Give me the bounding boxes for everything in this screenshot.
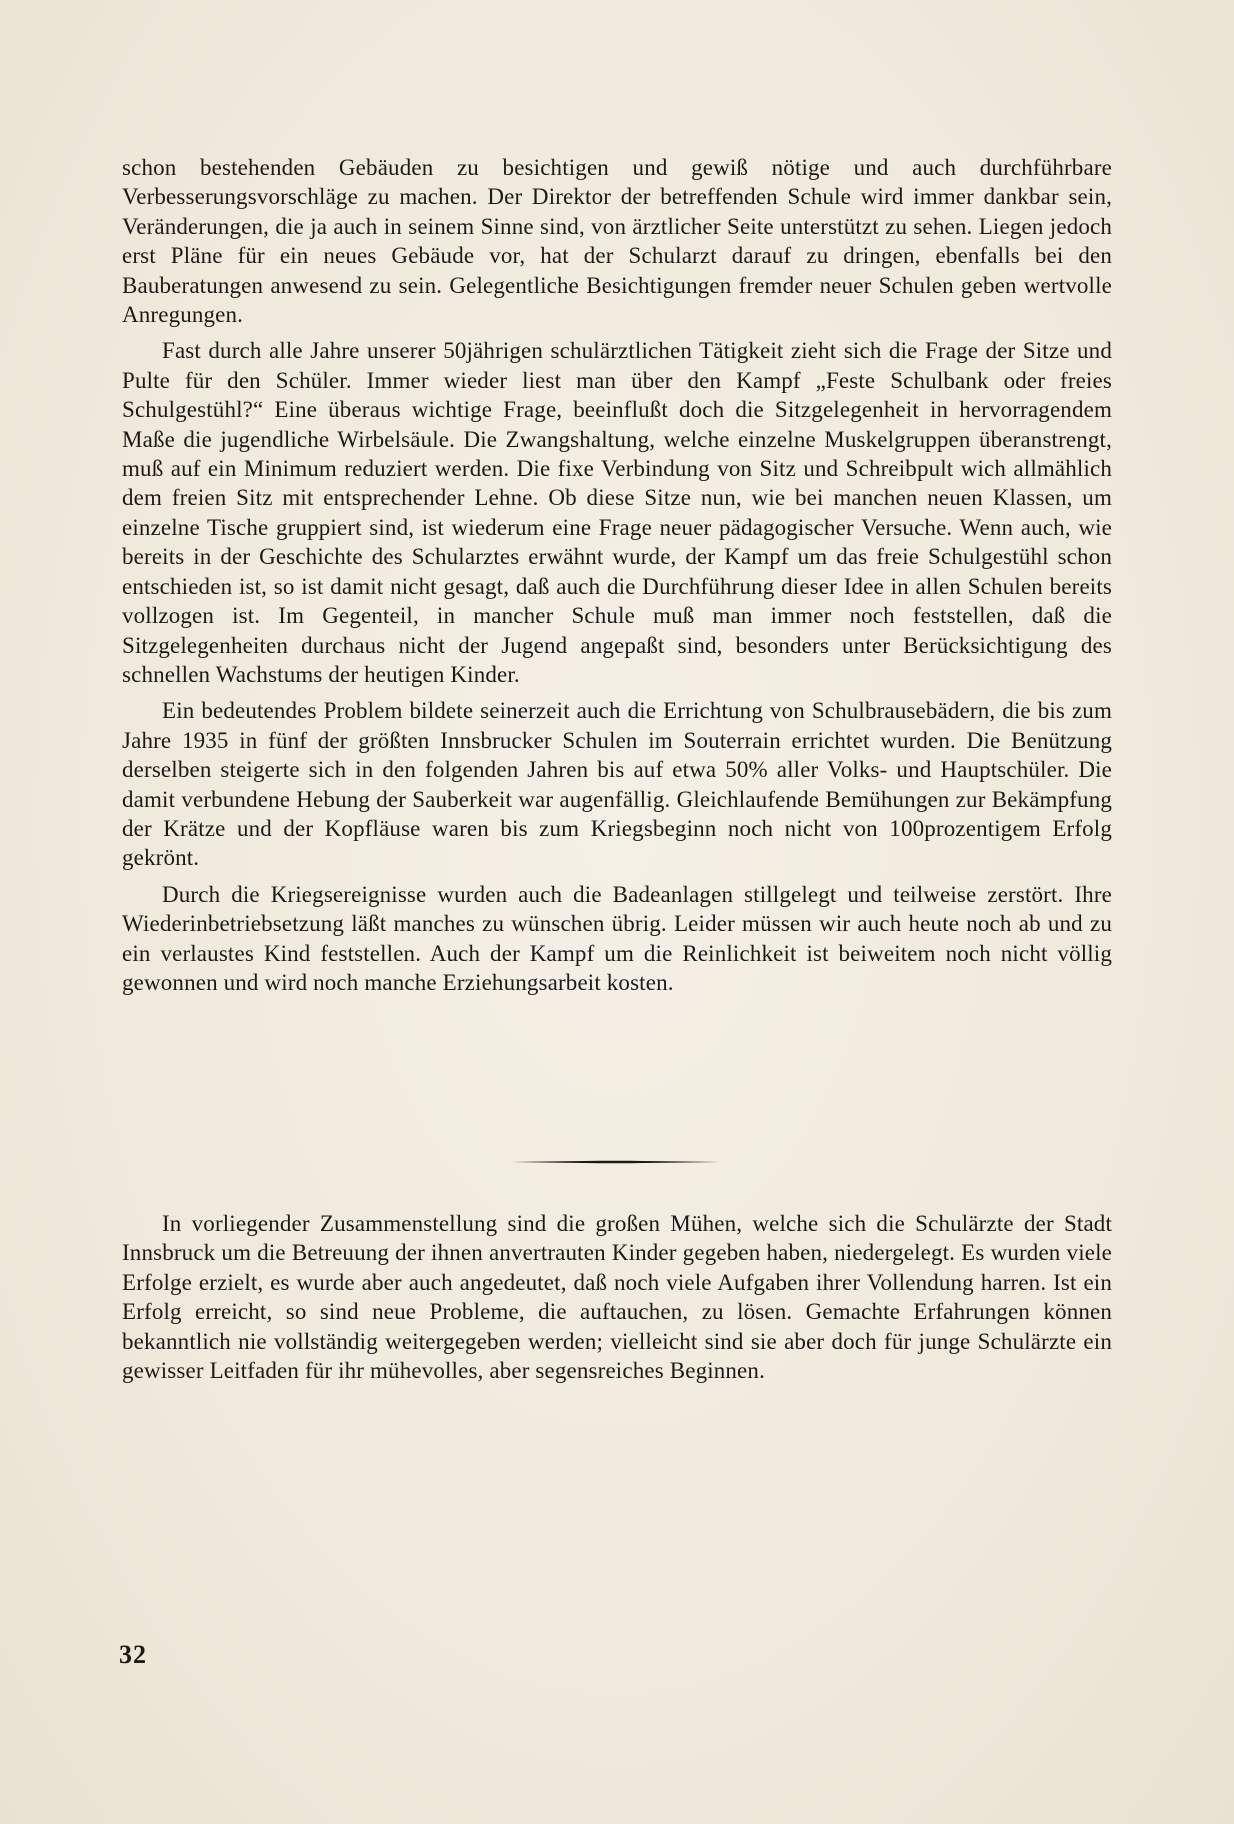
page-number: 32 [119,1640,147,1669]
paragraph-buildings: schon bestehenden Gebäuden zu besichtigen und gewiß nötige und auch durchführbare Verbesserungsvorschläge zu machen. Der Direktor der betreffenden Schule wird immer dankbar sein, Veränderungen, die ja auch in seinem Sinne sind, von ärztlicher Seite unterstützt zu sehen. Liegen jedoch erst Pläne für ein neues Gebäude vor, hat der Schularzt darauf zu dringen, ebenfalls bei den Bauberatungen anwesend zu sein. Gelegentliche Besichtigungen fremder neuer Schulen geben wertvolle Anregungen. [122,155,1112,328]
paragraph-seating: Fast durch alle Jahre unserer 50jährigen schulärztlichen Tätigkeit zieht sich die Frage der Sitze und Pulte für den Schüler. Immer wieder liest man über den Kampf „Feste Schulbank oder freies Schulgestühl?“ Eine überaus wichtige Frage, beeinflußt doch die Sitzgelegenheit in hervorragendem Maße die jugendliche Wirbelsäule. Die Zwangshaltung, welche einzelne Muskelgruppen überanstrengt, muß auf ein Minimum reduziert werden. Die fixe Verbindung von Sitz und Schreibpult wich allmählich dem freien Sitz mit entsprechender Lehne. Ob diese Sitze nun, wie bei manchen neuen Klassen, um einzelne Tische gruppiert sind, ist wiederum eine Frage neuer pädagogischer Versuche. Wenn auch, wie bereits in der Geschichte des Schularztes erwähnt wurde, der Kampf um das freie Schulgestühl schon entschieden ist, so ist damit nicht gesagt, daß auch die Durchführung dieser Idee in allen Schulen bereits vollzogen ist. Im Gegenteil, in mancher Schule muß man immer noch feststellen, daß die Sitzgelegenheiten durchaus nicht der Jugend angepaßt sind, besonders unter Berücksichtigung des schnellen Wachstums der heutigen Kinder. [122,338,1112,687]
main-text-block [122,153,1112,1004]
closing-text-block [122,1209,1112,1392]
paragraph-shower-baths: Ein bedeutendes Problem bildete seinerzeit auch die Errichtung von Schulbrausebädern, die bis zum Jahre 1935 in fünf der größten Innsbrucker Schulen im Souterrain errichtet wurden. Die Benützung derselben steigerte sich in den folgenden Jahren bis auf etwa 50% aller Volks- und Hauptschüler. Die damit verbundene Hebung der Sauberkeit war augenfällig. Gleichlaufende Bemühungen zur Bekämpfung der Krätze und der Kopfläuse waren bis zum Kriegsbeginn noch nicht von 100prozentigem Erfolg gekrönt. [122,698,1112,871]
separator-rule-graphic [511,1160,721,1164]
paragraph-war-damage: Durch die Kriegsereignisse wurden auch die Badeanlagen stillgelegt und teilweise zerstört. Ihre Wiederinbetriebsetzung läßt manches zu wünschen übrig. Leider müssen wir auch heute noch ab und zu ein verlaustes Kind feststellen. Auch der Kampf um die Reinlichkeit ist beiweitem noch nicht völlig gewonnen und wird noch manche Erziehungsarbeit kosten. [122,881,1112,995]
section-separator-rule [511,1160,721,1164]
paragraph-closing: In vorliegender Zusammenstellung sind die großen Mühen, welche sich die Schulärzte der Stadt Innsbruck um die Betreuung der ihnen anvertrauten Kinder gegeben haben, niedergelegt. Es wurden viele Erfolge erzielt, es wurde aber auch angedeutet, daß noch viele Aufgaben ihrer Vollendung harren. Ist ein Erfolg erreicht, so sind neue Probleme, die auftauchen, zu lösen. Gemachte Erfahrungen können bekanntlich nie vollständig weitergegeben werden; vielleicht sind sie aber doch für junge Schulärzte ein gewisser Leitfaden für ihr mühevolles, aber segensreiches Beginnen. [122,1211,1112,1384]
